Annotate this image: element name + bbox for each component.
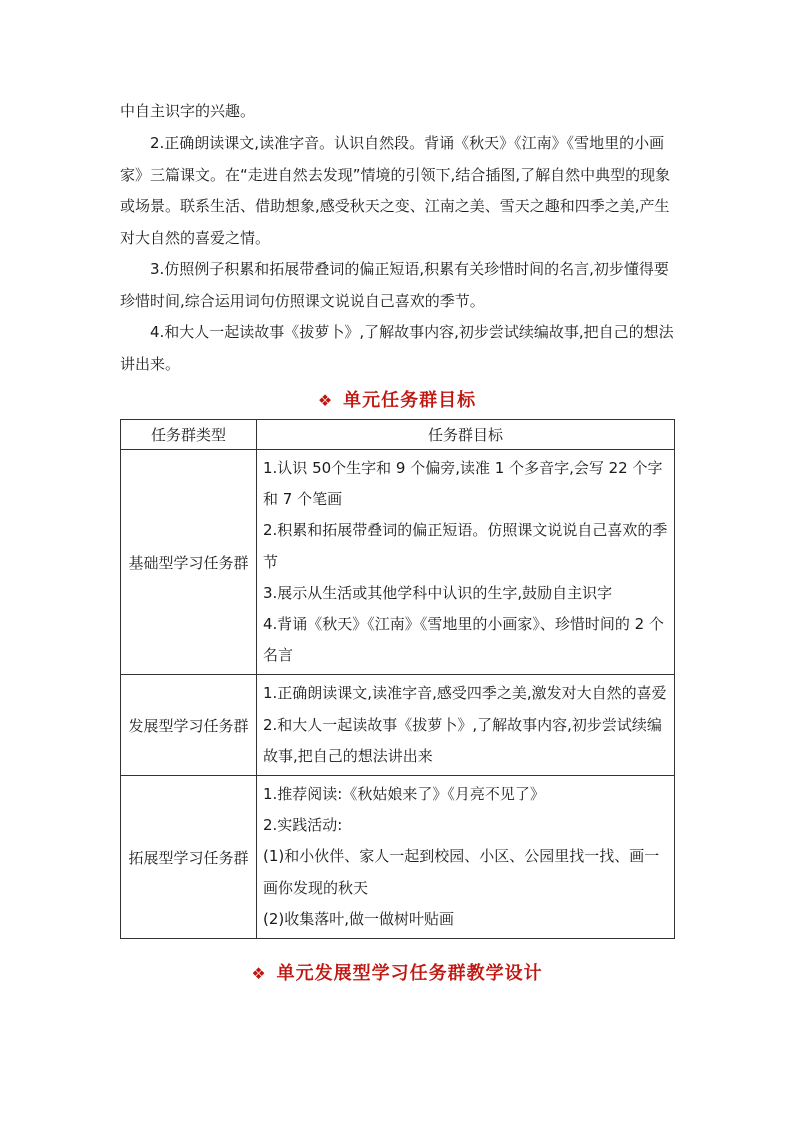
goal-item: (1)和小伙伴、家人一起到校园、小区、公园里找一找、画一画你发现的秋天	[263, 847, 660, 897]
task-group-table	[120, 419, 675, 939]
goal-item: (2)收集落叶,做一做树叶贴画	[263, 909, 455, 928]
goal-item: 4.背诵《秋天》《江南》《雪地里的小画家》、珍惜时间的 2 个名言	[263, 615, 664, 665]
row-goals-development	[257, 675, 675, 776]
intro-line-continuation: 中自主识字的兴趣。	[120, 102, 256, 120]
goal-item: 2.和大人一起读故事《拔萝卜》,了解故事内容,初步尝试续编故事,把自己的想法讲出来	[263, 715, 662, 765]
row-type-basic: 基础型学习任务群	[121, 450, 257, 675]
row-goals-basic	[257, 450, 675, 675]
section-title: 单元发展型学习任务群教学设计	[276, 963, 543, 984]
goal-item: 3.展示从生活或其他学科中认识的生字,鼓励自主识字	[263, 583, 613, 602]
header-type: 任务群类型	[121, 420, 257, 450]
goal-3-paragraph: 3.仿照例子积累和拓展带叠词的偏正短语,积累有关珍惜时间的名言,初步懂得要珍惜时间,综合运用词句仿照课文说说自己喜欢的季节。	[120, 260, 669, 310]
goal-item: 2.实践活动:	[263, 816, 343, 835]
goal-item: 1.认识 50个生字和 9 个偏旁,读准 1 个多音字,会写 22 个字和 7 个笔画	[263, 459, 663, 509]
goal-2-paragraph: 2.正确朗读课文,读准字音。认识自然段。背诵《秋天》《江南》《雪地里的小画家》三篇课文。在“走进自然去发现”情境的引领下,结合插图,了解自然中典型的现象或场景。联系生活、借助想象,感受秋天之变、江南之美、雪天之趣和四季之美,产生对大自然的喜爱之情。	[120, 134, 671, 247]
diamond-bullet-icon: ❖	[251, 964, 267, 983]
section-heading-unit-task-goals	[0, 386, 794, 412]
goal-4-paragraph: 4.和大人一起读故事《拔萝卜》,了解故事内容,初步尝试续编故事,把自己的想法讲出来。	[120, 323, 674, 373]
section-title: 单元任务群目标	[343, 390, 477, 411]
table-header-row	[121, 420, 675, 450]
diamond-bullet-icon: ❖	[317, 391, 334, 410]
goal-item: 2.积累和拓展带叠词的偏正短语。仿照课文说说自己喜欢的季节	[263, 521, 668, 571]
header-goals: 任务群目标	[257, 420, 675, 450]
table-row	[121, 675, 675, 776]
section-heading-dev-task-design	[0, 959, 794, 985]
row-goals-extension	[257, 776, 675, 939]
table-row	[121, 450, 675, 675]
row-type-development: 发展型学习任务群	[121, 675, 257, 776]
goal-item: 1.正确朗读课文,读准字音,感受四季之美,激发对大自然的喜爱	[263, 684, 667, 703]
row-type-extension: 拓展型学习任务群	[121, 776, 257, 939]
goal-item: 1.推荐阅读:《秋姑娘来了》《月亮不见了》	[263, 785, 545, 804]
table-row	[121, 776, 675, 939]
